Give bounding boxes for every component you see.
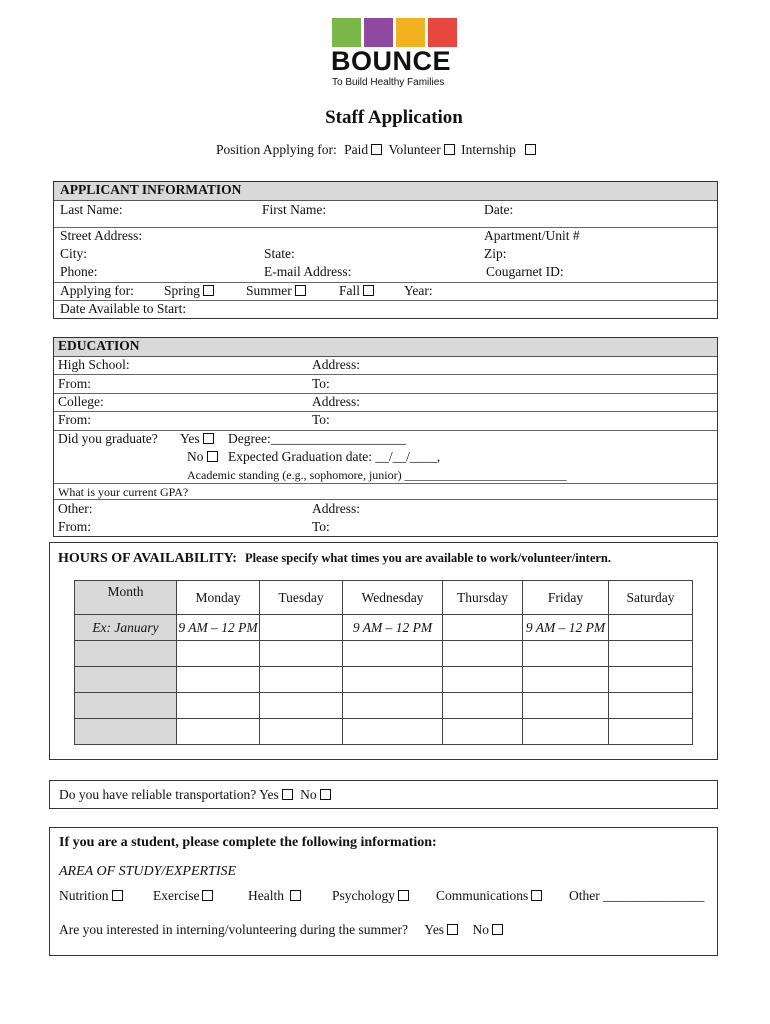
first-name-field[interactable]: First Name: xyxy=(262,202,327,217)
summer-option xyxy=(246,283,306,299)
gpa-field[interactable]: What is your current GPA? xyxy=(58,485,189,499)
spring-label: Spring xyxy=(164,283,201,298)
availability-header-row xyxy=(75,581,693,615)
time-cell[interactable] xyxy=(177,693,260,719)
logo-square-red xyxy=(428,18,457,47)
communications-checkbox[interactable] xyxy=(531,890,542,901)
month-cell[interactable] xyxy=(75,719,177,745)
time-cell[interactable] xyxy=(260,667,343,693)
health-checkbox[interactable] xyxy=(290,890,301,901)
graduate-yes-checkbox[interactable] xyxy=(203,433,214,444)
time-cell[interactable] xyxy=(523,667,609,693)
exercise-label: Exercise xyxy=(153,888,200,903)
graduate-no-label: No xyxy=(187,449,204,464)
time-cell[interactable] xyxy=(443,667,523,693)
area-of-study-label: AREA OF STUDY/EXPERTISE xyxy=(59,864,237,879)
city-field[interactable]: City: xyxy=(60,246,88,261)
example-wednesday: 9 AM – 12 PM xyxy=(343,615,443,641)
applicant-header: APPLICANT INFORMATION xyxy=(60,182,242,197)
col-thursday: Thursday xyxy=(443,581,523,615)
fall-checkbox[interactable] xyxy=(363,285,374,296)
student-header: If you are a student, please complete the following information: xyxy=(59,835,437,850)
time-cell[interactable] xyxy=(609,641,693,667)
time-cell[interactable] xyxy=(343,667,443,693)
time-cell[interactable] xyxy=(609,719,693,745)
exercise-option xyxy=(153,888,213,904)
summer-question: Are you interested in interning/volunteering during the summer? xyxy=(59,922,409,937)
last-name-field[interactable]: Last Name: xyxy=(60,202,123,217)
internship-checkbox[interactable] xyxy=(525,144,536,155)
availability-row xyxy=(75,667,693,693)
time-cell[interactable] xyxy=(609,693,693,719)
time-cell[interactable] xyxy=(343,719,443,745)
availability-instruction: Please specify what times you are available to work/volunteer/intern. xyxy=(244,551,611,565)
state-field[interactable]: State: xyxy=(264,246,295,261)
summer-checkbox[interactable] xyxy=(295,285,306,296)
nutrition-checkbox[interactable] xyxy=(112,890,123,901)
transport-no-label: No xyxy=(300,787,317,802)
time-cell[interactable] xyxy=(177,667,260,693)
apartment-field[interactable]: Apartment/Unit # xyxy=(484,228,580,243)
communications-option xyxy=(436,888,542,904)
month-cell[interactable] xyxy=(75,667,177,693)
transportation-section xyxy=(49,780,718,809)
expected-graduation-field[interactable]: Expected Graduation date: __/__/____, xyxy=(228,449,441,464)
logo-square-yellow xyxy=(396,18,425,47)
exercise-checkbox[interactable] xyxy=(202,890,213,901)
position-row xyxy=(216,142,536,158)
date-field[interactable]: Date: xyxy=(484,202,514,217)
hs-from-field[interactable]: From: xyxy=(58,376,92,391)
hs-to-field[interactable]: To: xyxy=(312,376,330,391)
psychology-label: Psychology xyxy=(332,888,396,903)
volunteer-checkbox[interactable] xyxy=(444,144,455,155)
summer-no-checkbox[interactable] xyxy=(492,924,503,935)
transport-no-checkbox[interactable] xyxy=(320,789,331,800)
college-field[interactable]: College: xyxy=(58,394,104,409)
time-cell[interactable] xyxy=(177,719,260,745)
example-thursday xyxy=(443,615,523,641)
month-cell[interactable] xyxy=(75,693,177,719)
street-address-field[interactable]: Street Address: xyxy=(60,228,143,243)
transport-yes-checkbox[interactable] xyxy=(282,789,293,800)
hs-address-field[interactable]: Address: xyxy=(312,357,360,372)
time-cell[interactable] xyxy=(523,641,609,667)
availability-header: HOURS OF AVAILABILITY: xyxy=(58,551,237,566)
fall-label: Fall xyxy=(339,283,361,298)
other-study-field[interactable]: Other _______________ xyxy=(569,888,705,903)
education-header: EDUCATION xyxy=(58,338,140,353)
position-label: Position Applying for: xyxy=(216,142,337,157)
year-field[interactable]: Year: xyxy=(404,283,433,298)
time-cell[interactable] xyxy=(343,641,443,667)
time-cell[interactable] xyxy=(523,719,609,745)
time-cell[interactable] xyxy=(609,667,693,693)
graduate-yes-label: Yes xyxy=(180,431,200,446)
time-cell[interactable] xyxy=(443,693,523,719)
time-cell[interactable] xyxy=(443,641,523,667)
position-internship-label: Internship xyxy=(461,142,516,157)
time-cell[interactable] xyxy=(523,693,609,719)
transportation-question: Do you have reliable transportation? xyxy=(59,787,257,802)
example-friday: 9 AM – 12 PM xyxy=(523,615,609,641)
academic-standing-field[interactable]: Academic standing (e.g., sophomore, junior) ___________________________ xyxy=(187,468,567,482)
time-cell[interactable] xyxy=(177,641,260,667)
summer-no-label: No xyxy=(472,922,489,937)
fall-option xyxy=(339,283,374,299)
time-cell[interactable] xyxy=(260,641,343,667)
availability-table xyxy=(74,580,693,745)
student-section xyxy=(49,827,718,956)
graduate-question: Did you graduate? xyxy=(58,431,158,446)
degree-field[interactable]: Degree:____________________ xyxy=(228,431,406,446)
spring-checkbox[interactable] xyxy=(203,285,214,296)
date-available-field[interactable]: Date Available to Start: xyxy=(60,301,187,316)
spring-option xyxy=(164,283,214,299)
transport-yes-label: Yes xyxy=(259,787,279,802)
other-school-field[interactable]: Other: xyxy=(58,501,93,516)
college-address-field[interactable]: Address: xyxy=(312,394,360,409)
availability-heading xyxy=(58,549,611,567)
logo-wordmark: BOUNCE xyxy=(331,46,452,76)
summer-label: Summer xyxy=(246,283,292,298)
example-month: Ex: January xyxy=(75,615,177,641)
col-friday: Friday xyxy=(523,581,609,615)
psychology-checkbox[interactable] xyxy=(398,890,409,901)
logo-square-purple xyxy=(364,18,393,47)
example-saturday xyxy=(609,615,693,641)
availability-row xyxy=(75,693,693,719)
example-tuesday xyxy=(260,615,343,641)
time-cell[interactable] xyxy=(443,719,523,745)
month-cell[interactable] xyxy=(75,641,177,667)
col-saturday: Saturday xyxy=(609,581,693,615)
summer-yes-label: Yes xyxy=(424,922,445,937)
summer-question-row xyxy=(59,922,503,938)
college-to-field[interactable]: To: xyxy=(312,412,330,427)
time-cell[interactable] xyxy=(260,719,343,745)
position-paid-label: Paid xyxy=(344,142,369,157)
education-section xyxy=(53,337,718,537)
nutrition-label: Nutrition xyxy=(59,888,109,903)
health-option xyxy=(248,888,301,904)
graduate-yes-option xyxy=(180,431,214,447)
transportation-row xyxy=(59,787,331,803)
availability-row xyxy=(75,641,693,667)
applying-for-label: Applying for: xyxy=(60,283,134,298)
availability-example-row xyxy=(75,615,693,641)
logo-square-green xyxy=(332,18,361,47)
nutrition-option xyxy=(59,888,123,904)
college-from-field[interactable]: From: xyxy=(58,412,92,427)
other-address-field[interactable]: Address: xyxy=(312,501,360,516)
col-wednesday: Wednesday xyxy=(343,581,443,615)
psychology-option xyxy=(332,888,409,904)
email-field[interactable]: E-mail Address: xyxy=(264,264,352,279)
zip-field[interactable]: Zip: xyxy=(484,246,507,261)
other-from-field[interactable]: From: xyxy=(58,519,92,534)
col-tuesday: Tuesday xyxy=(260,581,343,615)
health-label: Health xyxy=(248,888,284,903)
position-volunteer-label: Volunteer xyxy=(388,142,441,157)
logo-tagline: To Build Healthy Families xyxy=(332,77,445,88)
paid-checkbox[interactable] xyxy=(371,144,382,155)
time-cell[interactable] xyxy=(343,693,443,719)
availability-row xyxy=(75,719,693,745)
col-month: Month xyxy=(75,581,177,615)
time-cell[interactable] xyxy=(260,693,343,719)
phone-field[interactable]: Phone: xyxy=(60,264,98,279)
page-title: Staff Application xyxy=(325,107,463,128)
communications-label: Communications xyxy=(436,888,529,903)
high-school-field[interactable]: High School: xyxy=(58,357,130,372)
example-monday: 9 AM – 12 PM xyxy=(177,615,260,641)
summer-yes-checkbox[interactable] xyxy=(447,924,458,935)
graduate-no-option xyxy=(187,449,218,465)
education-header-bar xyxy=(54,338,717,357)
applicant-section xyxy=(53,181,718,319)
cougarnet-field[interactable]: Cougarnet ID: xyxy=(486,264,564,279)
col-monday: Monday xyxy=(177,581,260,615)
graduate-no-checkbox[interactable] xyxy=(207,451,218,462)
other-to-field[interactable]: To: xyxy=(312,519,330,534)
